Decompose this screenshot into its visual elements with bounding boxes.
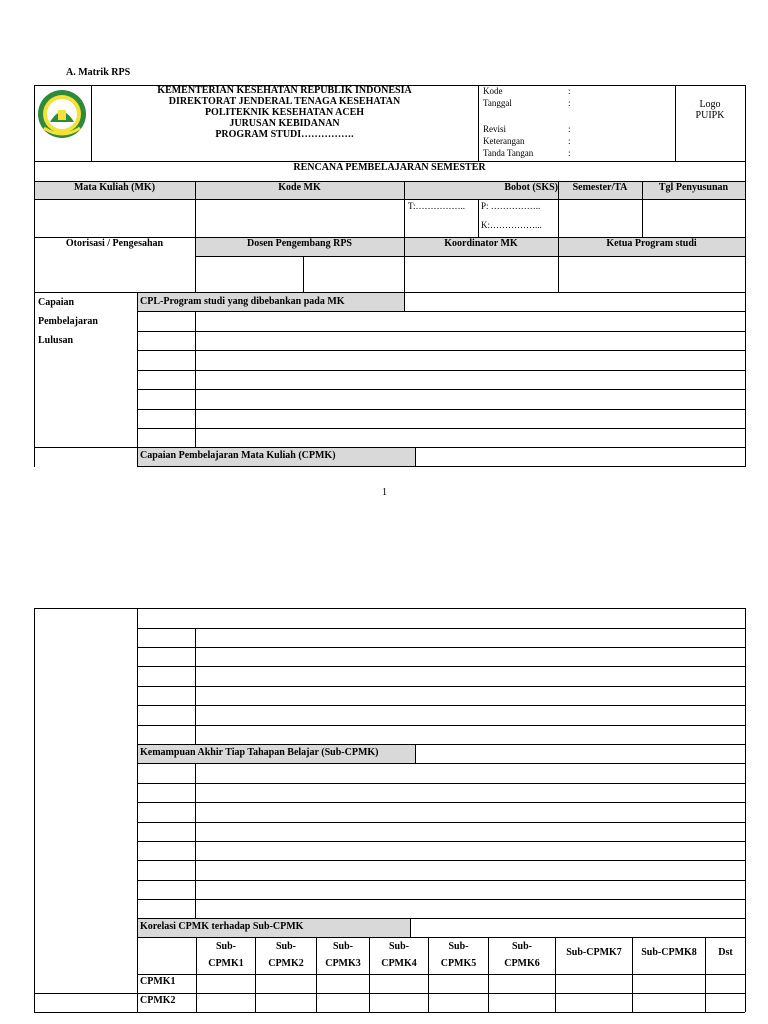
mata-kuliah-header: Mata Kuliah (MK): [73, 182, 156, 193]
korelasi-col-6: Sub- CPMK6: [504, 941, 540, 969]
korelasi-col-8: Sub-CPMK8: [641, 947, 697, 958]
sub-cpmk-header: Kemampuan Akhir Tiap Tahapan Belajar (Sub-CPMK): [140, 747, 379, 758]
korelasi-row-cpmk2: CPMK2: [140, 995, 176, 1006]
korelasi-col-5: Sub- CPMK5: [440, 941, 477, 969]
institution-header: [91, 85, 478, 140]
institution-line-5: PROGRAM STUDI…………….: [215, 129, 354, 140]
ketua-header: Ketua Program studi: [606, 238, 697, 249]
korelasi-col-2: Sub- CPMK2: [268, 941, 304, 969]
section-title: A. Matrik RPS: [66, 67, 131, 78]
korelasi-col-4: Sub- CPMK4: [381, 941, 417, 969]
koordinator-header: Koordinator MK: [444, 238, 518, 249]
institution-line-2: DIREKTORAT JENDERAL TENAGA KESEHATAN: [168, 96, 401, 107]
cpl-header: CPL-Program studi yang dibebankan pada MK: [140, 296, 345, 307]
bobot-header: Bobot (SKS): [504, 182, 558, 193]
rps-title: RENCANA PEMBELAJARAN SEMESTER: [293, 162, 486, 173]
semester-header: Semester/TA: [572, 182, 628, 193]
meta-colon: :: [568, 86, 571, 96]
meta-revisi-label: Revisi: [483, 124, 507, 134]
korelasi-col-7: Sub-CPMK7: [566, 947, 622, 958]
institution-line-4: JURUSAN KEBIDANAN: [229, 118, 340, 129]
meta-tanggal-label: Tanggal: [483, 98, 512, 108]
meta-colon: :: [568, 124, 571, 134]
korelasi-col-dst: Dst: [718, 947, 733, 958]
korelasi-col-1: Sub- CPMK1: [208, 941, 244, 969]
korelasi-header: Korelasi CPMK terhadap Sub-CPMK: [140, 921, 304, 932]
meta-colon: :: [568, 148, 571, 158]
meta-kode-label: Kode: [483, 86, 503, 96]
tgl-header: Tgl Penyusunan: [658, 182, 729, 193]
bobot-t-field[interactable]: T:……………..: [408, 201, 466, 211]
institution-line-3: POLITEKNIK KESEHATAN ACEH: [204, 107, 365, 118]
logo-puipk-placeholder: Logo PUIPK: [695, 99, 725, 121]
meta-ttd-label: Tanda Tangan: [483, 148, 534, 158]
dosen-header: Dosen Pengembang RPS: [246, 238, 352, 249]
institution-logo: [36, 88, 88, 140]
capaian-label: Capaian Pembelajaran Lulusan: [38, 297, 98, 346]
page-number: 1: [382, 487, 387, 498]
bobot-k-field[interactable]: K:……………...: [481, 220, 542, 230]
kode-mk-header: Kode MK: [278, 182, 321, 193]
meta-colon: :: [568, 98, 571, 108]
cpmk-header: Capaian Pembelajaran Mata Kuliah (CPMK): [140, 450, 336, 461]
otorisasi-label: Otorisasi / Pengesahan: [65, 238, 164, 249]
meta-colon: :: [568, 136, 571, 146]
korelasi-row-cpmk1: CPMK1: [140, 976, 176, 987]
institution-line-1: KEMENTERIAN KESEHATAN REPUBLIK INDONESIA: [157, 85, 412, 96]
bobot-p-field[interactable]: P: ……………..: [481, 201, 541, 211]
korelasi-col-3: Sub- CPMK3: [325, 941, 361, 969]
meta-keterangan-label: Keterangan: [483, 136, 525, 146]
